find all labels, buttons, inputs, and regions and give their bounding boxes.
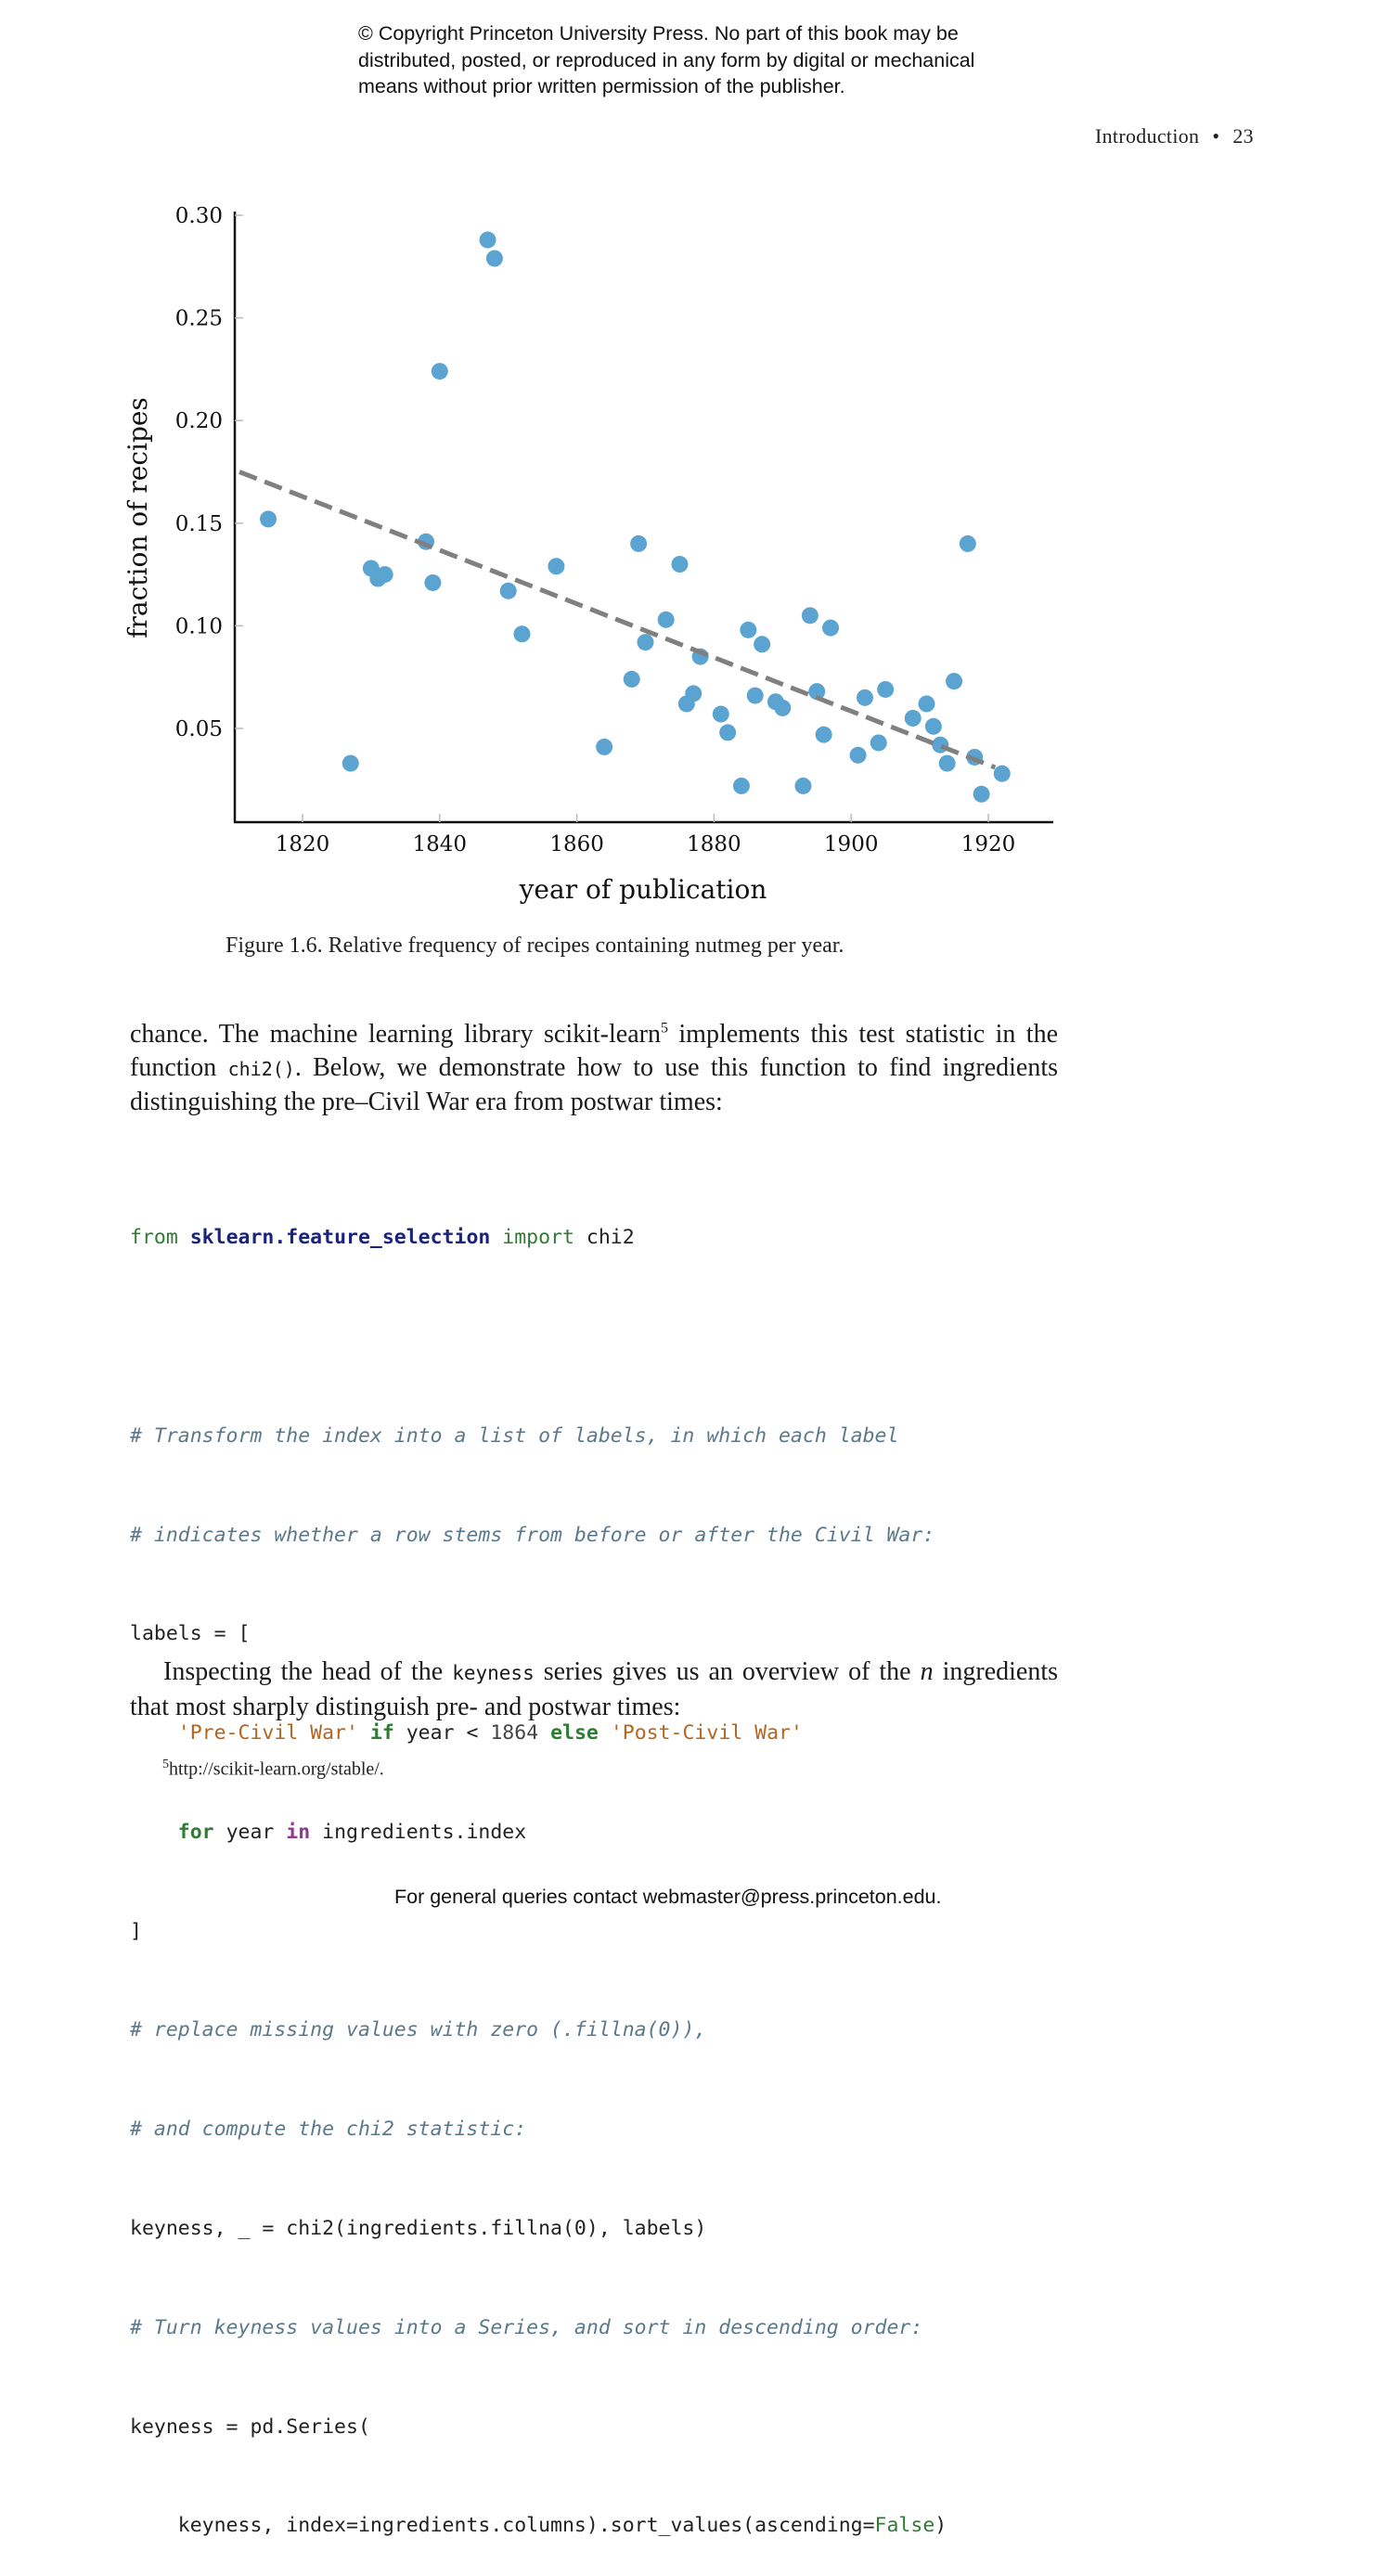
keyword-import: import xyxy=(502,1226,574,1250)
paragraph-text: Inspecting the head of the xyxy=(163,1657,453,1686)
y-tick-label: 0.15 xyxy=(174,511,223,536)
code-comment: # Turn keyness values into a Series, and sort in descending order: xyxy=(130,2315,923,2339)
inline-code-chi2: chi2() xyxy=(227,1057,295,1080)
code-line xyxy=(130,1816,947,1849)
scatter-point xyxy=(918,695,934,712)
footnote-link[interactable]: http://scikit-learn.org/stable/. xyxy=(169,1758,384,1780)
paragraph-text: series gives us an overview of the xyxy=(534,1657,921,1686)
code-text: keyness, index=ingredients.columns).sort_values(ascending= xyxy=(130,2514,875,2538)
scatter-point xyxy=(870,734,887,751)
paragraph-text: chance. The machine learning library scikit-learn xyxy=(130,1020,661,1049)
code-line-blank xyxy=(130,1320,947,1354)
figure-caption: Figure 1.6. Relative frequency of recipes containing nutmeg per year. xyxy=(226,934,844,958)
page-number: 23 xyxy=(1232,124,1254,148)
scatter-point xyxy=(638,634,654,650)
x-axis-label: year of publication xyxy=(519,874,767,905)
scatter-point xyxy=(857,689,873,706)
y-tick-label: 0.05 xyxy=(174,717,223,741)
code-line: ] xyxy=(130,1919,142,1943)
paragraph-text: ingredients that most sharply distinguish pre- and postwar times: xyxy=(130,1657,1059,1721)
string-literal: 'Pre-Civil War' xyxy=(177,1721,358,1745)
keyword-in: in xyxy=(286,1820,311,1844)
code-comment: # replace missing values with zero (.fillna(0)), xyxy=(130,2018,707,2042)
page-footer: For general queries contact webmaster@press.princeton.edu. xyxy=(394,1886,942,1908)
scatter-point xyxy=(624,671,640,688)
scatter-point xyxy=(754,636,770,652)
scatter-point xyxy=(260,510,277,527)
data-points xyxy=(260,232,1011,803)
code-text: year < xyxy=(393,1721,491,1745)
code-line: keyness = pd.Series( xyxy=(130,2415,370,2439)
scatter-point xyxy=(548,558,564,574)
body-paragraph-1 xyxy=(130,1018,1058,1119)
scatter-point xyxy=(719,724,736,741)
inline-code-keyness: keyness xyxy=(452,1662,535,1684)
keyword-else: else xyxy=(550,1721,599,1745)
scatter-point xyxy=(733,778,750,794)
keyword-if: if xyxy=(369,1721,394,1745)
copyright-line-2: distributed, posted, or reproduced in any form by digital or mechanical xyxy=(358,48,975,71)
indent xyxy=(130,1821,178,1844)
scatter-point xyxy=(432,363,448,380)
paragraph-text: . Below, we demonstrate how to use this function to find ingredients distinguishing the pre–Civil War era from postwar times: xyxy=(130,1052,1058,1116)
body-paragraph-2 xyxy=(130,1655,1058,1723)
code-line: labels = [ xyxy=(130,1622,251,1646)
scatter-point xyxy=(925,718,942,735)
y-axis-ticks xyxy=(175,204,243,741)
x-axis-ticks xyxy=(276,814,1016,857)
scatter-point xyxy=(740,622,756,638)
scatter-point xyxy=(500,583,517,599)
scatter-point xyxy=(486,250,503,266)
scatter-point xyxy=(658,612,675,628)
keyword-for: for xyxy=(177,1820,214,1844)
scatter-point xyxy=(342,755,359,772)
x-tick-label: 1840 xyxy=(412,832,468,857)
code-line-1 xyxy=(130,1221,947,1255)
bullet-separator: • xyxy=(1212,124,1220,148)
copyright-line-3: means without prior written permission of the publisher. xyxy=(358,75,845,97)
scatter-point xyxy=(377,566,393,583)
indent xyxy=(130,1721,178,1745)
scatter-point xyxy=(794,778,811,794)
footnote-number: 5 xyxy=(162,1758,169,1771)
scatter-point xyxy=(905,710,922,727)
scatter-point xyxy=(802,607,818,624)
code-block xyxy=(130,1155,947,2576)
code-text: year xyxy=(213,1820,287,1844)
imported-name: chi2 xyxy=(574,1226,635,1250)
footnote-reference[interactable]: 5 xyxy=(660,1020,668,1037)
boolean-literal: False xyxy=(874,2514,935,2538)
scatter-point xyxy=(994,766,1011,782)
x-tick-label: 1900 xyxy=(823,832,879,857)
scatter-point xyxy=(816,727,832,743)
scatter-point xyxy=(946,673,962,689)
footnote xyxy=(162,1758,384,1781)
y-tick-label: 0.10 xyxy=(174,614,223,639)
keyword-from: from xyxy=(130,1226,178,1250)
x-tick-label: 1880 xyxy=(687,832,741,857)
scatter-point xyxy=(822,620,839,637)
scatter-point xyxy=(850,747,867,764)
y-tick-label: 0.30 xyxy=(174,204,223,228)
nutmeg-scatter-chart xyxy=(0,0,1392,928)
scatter-point xyxy=(960,535,976,552)
code-comment: # Transform the index into a list of labels, in which each label xyxy=(130,1423,899,1448)
code-comment: # indicates whether a row stems from before or after the Civil War: xyxy=(130,1523,935,1547)
x-tick-label: 1860 xyxy=(549,832,604,857)
code-text: ingredients.index xyxy=(310,1820,527,1844)
y-tick-label: 0.20 xyxy=(174,409,223,434)
x-tick-label: 1820 xyxy=(275,832,330,857)
code-line xyxy=(130,2509,947,2543)
scatter-point xyxy=(973,786,990,803)
scatter-point xyxy=(713,706,729,723)
x-tick-label: 1920 xyxy=(960,832,1016,857)
number-literal: 1864 xyxy=(490,1721,539,1745)
math-variable-n: n xyxy=(920,1657,934,1686)
module-name: sklearn.feature_selection xyxy=(189,1226,491,1250)
paragraph-text: implements this test statistic in the function xyxy=(130,1020,1058,1082)
code-comment: # and compute the chi2 statistic: xyxy=(130,2118,527,2142)
scatter-point xyxy=(939,755,956,772)
scatter-point xyxy=(747,688,764,704)
copyright-line-1: © Copyright Princeton University Press. No part of this book may be xyxy=(358,22,959,45)
scatter-point xyxy=(513,625,530,642)
scatter-point xyxy=(685,685,702,702)
scatter-point xyxy=(596,739,612,755)
string-literal: 'Post-Civil War' xyxy=(610,1721,803,1745)
code-line: keyness, _ = chi2(ingredients.fillna(0), labels) xyxy=(130,2217,707,2240)
scatter-point xyxy=(877,681,894,698)
trend-line xyxy=(239,472,995,768)
scatter-point xyxy=(630,535,647,552)
scatter-point xyxy=(671,556,688,573)
y-axis-label: fraction of recipes xyxy=(122,397,153,638)
scatter-point xyxy=(424,574,441,591)
scatter-point xyxy=(480,232,496,249)
section-title: Introduction xyxy=(1095,124,1200,148)
code-text: ) xyxy=(934,2514,947,2538)
y-tick-label: 0.25 xyxy=(174,306,223,331)
scatter-point xyxy=(774,700,791,716)
